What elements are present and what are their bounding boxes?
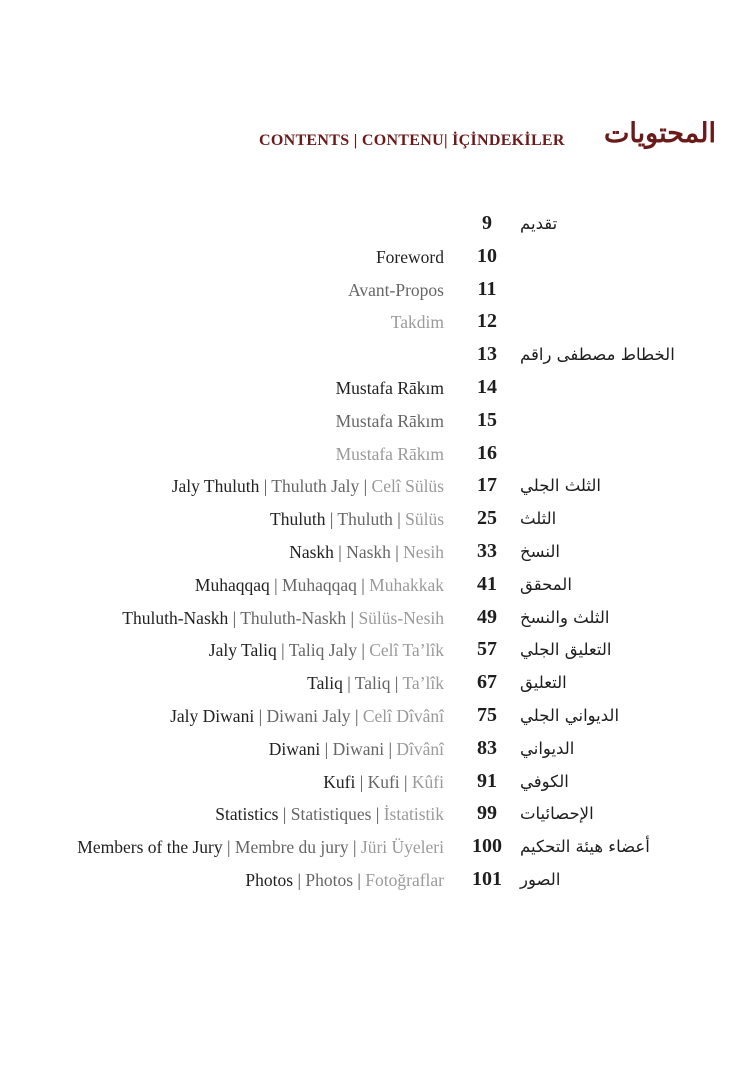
separator: |	[333, 541, 347, 562]
toc-entry-latin-title	[245, 870, 444, 891]
toc-entry-title-tr: Celî Dîvânî	[362, 705, 444, 726]
toc-entry-title-arabic: الثلث	[520, 509, 557, 529]
toc-entry	[0, 438, 749, 471]
separator: |	[269, 574, 283, 595]
toc-entry-latin-title	[336, 444, 444, 465]
separator: |	[348, 837, 361, 858]
separator: |	[359, 476, 372, 497]
toc-entry-title-en: Jaly Taliq	[208, 640, 277, 661]
toc-entry	[0, 700, 749, 733]
separator: |	[371, 804, 384, 825]
toc-entry	[0, 405, 749, 438]
toc-entry-title-fr: Naskh	[346, 541, 391, 562]
toc-entry	[0, 470, 749, 503]
toc-entry-latin-title	[336, 378, 444, 399]
separator: |	[278, 804, 291, 825]
toc-entry-title-tr: Takdim	[390, 312, 444, 333]
separator: |	[259, 476, 272, 497]
toc-entry	[0, 274, 749, 307]
toc-entry-title-arabic: الديواني الجلي	[520, 705, 620, 725]
toc-entry-title-en: Foreword	[375, 246, 444, 267]
toc-entry-title-tr: Mustafa Rākım	[335, 443, 444, 464]
table-of-contents	[0, 208, 749, 897]
toc-entry-page-number: 57	[477, 638, 497, 661]
toc-entry-latin-title	[172, 476, 444, 497]
toc-entry-title-fr: Thuluth-Naskh	[240, 607, 347, 628]
toc-entry-page-number: 15	[477, 408, 497, 431]
toc-entry-page-number: 25	[477, 507, 497, 530]
toc-entry	[0, 864, 749, 897]
toc-entry-page-number: 67	[477, 671, 497, 694]
toc-entry-title-fr: Taliq	[354, 673, 391, 694]
toc-entry-latin-title	[336, 411, 444, 432]
toc-entry-title-fr: Thuluth	[337, 509, 393, 530]
toc-entry-title-tr: Sülüs-Nesih	[358, 607, 444, 628]
toc-entry-title-arabic: أعضاء هيئة التحكيم	[520, 837, 650, 857]
toc-entry-title-tr: Dîvânî	[396, 738, 444, 759]
toc-entry-title-en: Thuluth	[270, 509, 326, 530]
toc-entry-title-fr: Kufi	[367, 771, 400, 792]
contents-title-arabic: المحتويات	[604, 118, 717, 149]
toc-entry-page-number: 101	[472, 867, 502, 890]
separator: |	[346, 607, 359, 628]
separator: |	[384, 738, 397, 759]
toc-entry-title-fr: Membre du jury	[234, 837, 349, 858]
separator: |	[355, 771, 368, 792]
toc-entry-latin-title	[170, 706, 444, 727]
toc-entry	[0, 569, 749, 602]
toc-entry-latin-title	[122, 608, 444, 629]
toc-entry	[0, 306, 749, 339]
toc-entry-page-number: 100	[472, 835, 502, 858]
toc-entry-title-fr: Statistiques	[290, 804, 372, 825]
toc-entry-title-arabic: الصور	[520, 869, 561, 889]
toc-entry-page-number: 17	[477, 474, 497, 497]
separator: |	[228, 607, 241, 628]
toc-entry	[0, 634, 749, 667]
toc-entry-title-fr: Photos	[305, 869, 353, 890]
toc-entry	[0, 831, 749, 864]
toc-entry	[0, 536, 749, 569]
toc-entry-title-en: Members of the Jury	[77, 837, 223, 858]
separator: |	[254, 705, 267, 726]
toc-entry-latin-title	[391, 312, 444, 333]
toc-entry-title-en: Mustafa Rākım	[335, 377, 444, 398]
toc-entry-title-en: Statistics	[215, 804, 279, 825]
toc-entry-title-tr: Fotoğraflar	[365, 869, 444, 890]
toc-entry-title-en: Jaly Diwani	[170, 705, 255, 726]
toc-entry-page-number: 11	[477, 277, 497, 300]
toc-entry-title-tr: Ta’lîk	[402, 673, 444, 694]
separator: |	[353, 869, 366, 890]
contents-title: CONTENTS | CONTENU| İÇİNDEKİLER	[259, 132, 565, 149]
toc-entry-page-number: 14	[477, 375, 497, 398]
toc-entry-title-en: Kufi	[323, 771, 356, 792]
separator: |	[390, 673, 403, 694]
toc-entry-title-fr: Diwani	[332, 738, 385, 759]
toc-entry-latin-title	[348, 280, 444, 301]
toc-entry	[0, 766, 749, 799]
toc-entry-title-en: Photos	[245, 869, 294, 890]
toc-entry-title-arabic: النسخ	[520, 541, 560, 561]
toc-entry-latin-title	[307, 673, 444, 694]
toc-entry-latin-title	[323, 772, 444, 793]
toc-entry-title-arabic: تقديم	[520, 214, 558, 233]
toc-entry-page-number: 41	[477, 572, 497, 595]
toc-entry-title-arabic: الثلث والنسخ	[520, 607, 610, 627]
toc-entry-latin-title	[289, 542, 444, 563]
toc-entry	[0, 372, 749, 405]
toc-entry-title-arabic: الثلث الجلي	[520, 476, 601, 496]
separator: |	[356, 640, 370, 661]
separator: |	[293, 869, 306, 890]
toc-entry-latin-title	[209, 640, 444, 661]
toc-entry-title-tr: İstatistik	[383, 804, 444, 825]
separator: |	[276, 640, 289, 661]
separator: |	[325, 509, 338, 530]
toc-entry-title-en: Thuluth-Naskh	[122, 607, 229, 628]
toc-entry-title-fr: Muhaqqaq	[282, 574, 357, 595]
toc-entry-page-number: 83	[477, 736, 497, 759]
toc-entry-page-number: 12	[477, 310, 497, 333]
toc-entry-title-fr: Diwani Jaly	[266, 705, 351, 726]
toc-entry	[0, 798, 749, 831]
toc-entry-title-fr: Taliq Jaly	[288, 640, 357, 661]
toc-entry-title-tr: Kûfi	[411, 771, 444, 792]
toc-entry	[0, 241, 749, 274]
toc-entry-title-arabic: الكوفي	[520, 771, 569, 791]
toc-entry-page-number: 91	[477, 769, 497, 792]
toc-entry-page-number: 10	[477, 244, 497, 267]
toc-entry-page-number: 9	[482, 212, 492, 234]
toc-entry-page-number: 16	[477, 441, 497, 464]
toc-entry-page-number: 33	[477, 539, 497, 562]
toc-entry-title-tr: Nesih	[403, 541, 444, 562]
separator: |	[399, 771, 412, 792]
toc-entry	[0, 208, 749, 241]
separator: |	[350, 705, 363, 726]
toc-entry-title-en: Diwani	[268, 738, 321, 759]
toc-entry-title-tr: Jüri Üyeleri	[360, 837, 444, 858]
separator: |	[320, 738, 333, 759]
toc-entry-latin-title	[270, 509, 444, 530]
separator: |	[392, 509, 406, 530]
toc-entry-title-tr: Muhakkak	[369, 574, 444, 595]
toc-entry-page-number: 49	[477, 605, 497, 628]
toc-entry	[0, 733, 749, 766]
toc-entry-title-en: Taliq	[307, 673, 343, 694]
toc-entry-title-tr: Celî Sülüs	[371, 476, 444, 497]
toc-entry	[0, 602, 749, 635]
toc-entry-page-number: 99	[477, 802, 497, 825]
toc-entry-title-arabic: التعليق الجلي	[520, 640, 612, 660]
toc-entry	[0, 667, 749, 700]
separator: |	[390, 541, 404, 562]
toc-entry-latin-title	[195, 575, 444, 596]
separator: |	[342, 673, 355, 694]
toc-entry-title-arabic: الخطاط مصطفى راقم	[520, 345, 675, 365]
toc-entry-title-fr: Thuluth Jaly	[271, 476, 360, 497]
toc-entry-title-arabic: الإحصائيات	[520, 804, 594, 824]
toc-entry-title-tr: Celî Ta’lîk	[369, 640, 444, 661]
toc-entry-title-tr: Sülüs	[405, 509, 444, 530]
toc-entry-latin-title	[376, 247, 444, 268]
toc-entry-title-en: Muhaqqaq	[194, 574, 270, 595]
toc-entry-title-en: Naskh	[289, 541, 334, 562]
toc-entry-title-arabic: المحقق	[520, 574, 572, 594]
toc-entry-title-en: Jaly Thuluth	[171, 476, 260, 497]
toc-entry	[0, 503, 749, 536]
toc-entry-latin-title	[215, 804, 444, 825]
toc-entry-title-fr: Avant-Propos	[348, 279, 444, 300]
toc-entry	[0, 339, 749, 372]
toc-entry-page-number: 13	[477, 343, 497, 366]
toc-entry-title-arabic: التعليق	[520, 673, 567, 693]
toc-entry-latin-title	[269, 739, 444, 760]
separator: |	[222, 837, 235, 858]
toc-entry-page-number: 75	[477, 703, 497, 726]
toc-entry-title-fr: Mustafa Rākım	[335, 410, 444, 431]
toc-entry-title-arabic: الديواني	[520, 738, 575, 758]
toc-entry-latin-title	[77, 837, 444, 858]
separator: |	[356, 574, 370, 595]
